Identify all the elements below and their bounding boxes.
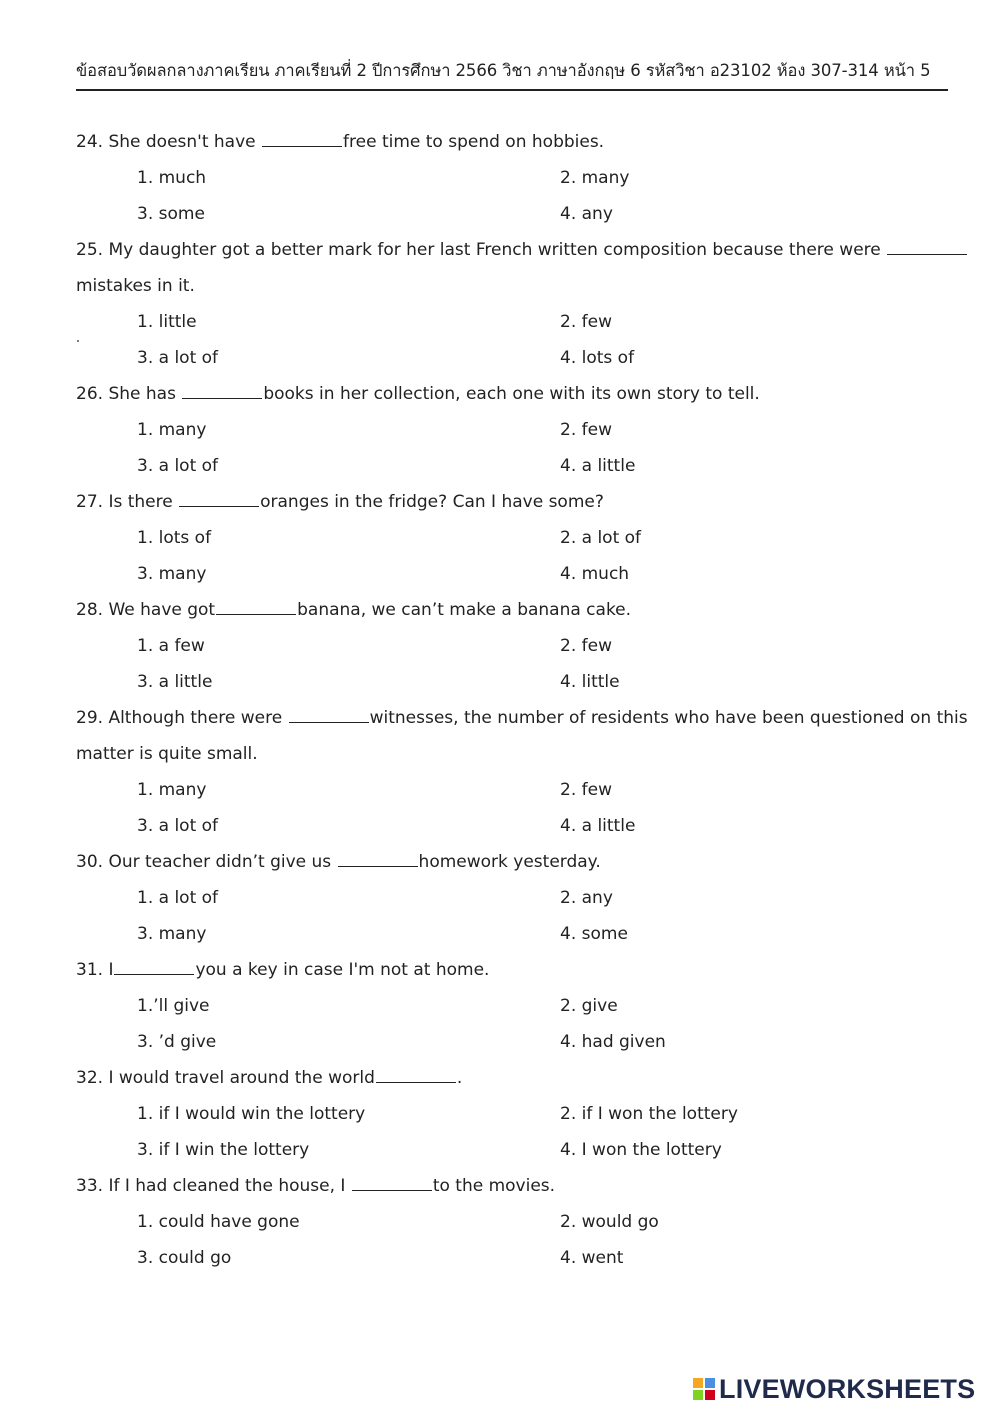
question-number: 32. [76, 1068, 104, 1088]
answer-blank[interactable] [179, 505, 259, 507]
answer-blank[interactable] [114, 973, 194, 975]
option-row [76, 1204, 948, 1240]
liveworksheets-logo-icon [693, 1378, 715, 1400]
question-number: 26. [76, 384, 104, 404]
answer-option[interactable]: 4. a little [560, 456, 636, 476]
answer-option[interactable]: 1. little [137, 312, 197, 332]
question-text [76, 736, 948, 772]
question-number: 27. [76, 492, 104, 512]
answer-option[interactable]: 3. a lot of [137, 348, 219, 368]
question-text [76, 232, 948, 268]
option-row [76, 1132, 948, 1168]
answer-option[interactable]: 1. a few [137, 636, 205, 656]
answer-option[interactable]: 2. few [560, 636, 612, 656]
logo-square [705, 1390, 715, 1400]
answer-option[interactable]: 1. if I would win the lottery [137, 1104, 366, 1124]
answer-blank[interactable] [216, 613, 296, 615]
question-text [76, 124, 948, 160]
stray-mark [77, 340, 79, 342]
question-text-after-blank: to the movies. [432, 1176, 556, 1196]
question-text [76, 844, 948, 880]
question-text [76, 484, 948, 520]
answer-option[interactable]: 2. any [560, 888, 613, 908]
question-text-before-blank: Is there [108, 492, 179, 512]
answer-option[interactable]: 3. a lot of [137, 456, 219, 476]
question-text-after-blank: homework yesterday. [418, 852, 601, 872]
question-text [76, 952, 948, 988]
option-row [76, 1096, 948, 1132]
question-text-after-blank: . [456, 1068, 463, 1088]
answer-option[interactable]: 2. give [560, 996, 618, 1016]
option-row [76, 988, 948, 1024]
answer-option[interactable]: 4. any [560, 204, 613, 224]
question-text-after-blank: free time to spend on hobbies. [343, 132, 605, 152]
question-text-before-blank: I would travel around the world [108, 1068, 375, 1088]
option-row [76, 664, 948, 700]
answer-option[interactable]: 1. many [137, 420, 207, 440]
option-row [76, 628, 948, 664]
answer-option[interactable]: 2. few [560, 780, 612, 800]
header-divider [76, 89, 948, 91]
answer-option[interactable]: 3. some [137, 204, 205, 224]
answer-option[interactable]: 4. little [560, 672, 620, 692]
answer-option[interactable]: 3. could go [137, 1248, 232, 1268]
answer-option[interactable]: 3. many [137, 924, 207, 944]
option-row [76, 772, 948, 808]
answer-option[interactable]: 2. if I won the lottery [560, 1104, 738, 1124]
answer-option[interactable]: 3. if I win the lottery [137, 1140, 310, 1160]
question-number: 31. [76, 960, 104, 980]
question-number: 29. [76, 708, 104, 728]
answer-blank[interactable] [887, 253, 967, 255]
question-number: 24. [76, 132, 104, 152]
answer-option[interactable]: 4. much [560, 564, 630, 584]
answer-option[interactable]: 2. would go [560, 1212, 659, 1232]
answer-option[interactable]: 3. a little [137, 672, 213, 692]
question-text-after-blank: banana, we can’t make a banana cake. [297, 600, 632, 620]
question-list [76, 124, 968, 1276]
option-row [76, 448, 948, 484]
answer-blank[interactable] [262, 145, 342, 147]
question-text-before-blank: She has [108, 384, 182, 404]
question-text-before-blank: If I had cleaned the house, I [108, 1176, 351, 1196]
answer-option[interactable]: 4. some [560, 924, 628, 944]
question-text [76, 592, 948, 628]
answer-option[interactable]: 1. could have gone [137, 1212, 300, 1232]
liveworksheets-logo [693, 1374, 975, 1404]
option-row [76, 1240, 948, 1276]
answer-option[interactable]: 2. few [560, 312, 612, 332]
answer-option[interactable]: 4. went [560, 1248, 624, 1268]
question-number: 28. [76, 600, 104, 620]
question-text-before-blank: My daughter got a better mark for her last French written composition because there were [108, 240, 887, 260]
question-text [76, 268, 948, 304]
question-text-after-blank: oranges in the fridge? Can I have some? [260, 492, 604, 512]
option-row [76, 304, 948, 340]
logo-square [705, 1378, 715, 1388]
option-row [76, 916, 948, 952]
answer-option[interactable]: 1. much [137, 168, 207, 188]
answer-option[interactable]: 4. a little [560, 816, 636, 836]
logo-text: LIVEWORKSHEETS [719, 1373, 976, 1404]
question-text-continued: mistakes in it. [76, 276, 195, 296]
question-text [76, 700, 968, 736]
logo-square [693, 1390, 703, 1400]
answer-blank[interactable] [338, 865, 418, 867]
question-number: 25. [76, 240, 104, 260]
answer-blank[interactable] [352, 1189, 432, 1191]
answer-option[interactable]: 2. a lot of [560, 528, 642, 548]
question-text-before-blank: She doesn't have [108, 132, 262, 152]
exam-header: ข้อสอบวัดผลกลางภาคเรียน ภาคเรียนที่ 2 ปีการศึกษา 2566 วิชา ภาษาอังกฤษ 6 รหัสวิชา อ23102 ห้อง 307-314 หน้า 5 [76, 61, 931, 80]
question-text-continued: matter is quite small. [76, 744, 258, 764]
answer-blank[interactable] [182, 397, 262, 399]
answer-option[interactable]: 3. many [137, 564, 207, 584]
answer-option[interactable]: 1. lots of [137, 528, 212, 548]
answer-option[interactable]: 3. a lot of [137, 816, 219, 836]
answer-option[interactable]: 4. lots of [560, 348, 635, 368]
option-row [76, 1024, 948, 1060]
answer-option[interactable]: 3. ’d give [137, 1032, 217, 1052]
option-row [76, 340, 948, 376]
answer-option[interactable]: 2. few [560, 420, 612, 440]
question-text [76, 376, 948, 412]
answer-blank[interactable] [376, 1081, 456, 1083]
question-text-after-blank: you a key in case I'm not at home. [195, 960, 490, 980]
logo-square [693, 1378, 703, 1388]
question-text-before-blank: We have got [108, 600, 216, 620]
option-row [76, 196, 948, 232]
question-text [76, 1168, 948, 1204]
option-row [76, 808, 948, 844]
question-text-before-blank: Although there were [108, 708, 288, 728]
answer-option[interactable]: 4. I won the lottery [560, 1140, 722, 1160]
option-row [76, 160, 948, 196]
question-text-after-blank: books in her collection, each one with its own story to tell. [263, 384, 760, 404]
answer-option[interactable]: 2. many [560, 168, 630, 188]
answer-option[interactable]: 4. had given [560, 1032, 666, 1052]
answer-blank[interactable] [289, 721, 369, 723]
option-row [76, 880, 948, 916]
question-text-after-blank: witnesses, the number of residents who have been questioned on this [369, 708, 968, 728]
option-row [76, 556, 948, 592]
question-text [76, 1060, 948, 1096]
question-number: 33. [76, 1176, 104, 1196]
answer-option[interactable]: 1. many [137, 780, 207, 800]
answer-option[interactable]: 1.’ll give [137, 996, 210, 1016]
answer-option[interactable]: 1. a lot of [137, 888, 219, 908]
question-text-before-blank: I [108, 960, 114, 980]
question-text-before-blank: Our teacher didn’t give us [108, 852, 337, 872]
option-row [76, 520, 948, 556]
question-number: 30. [76, 852, 104, 872]
option-row [76, 412, 948, 448]
